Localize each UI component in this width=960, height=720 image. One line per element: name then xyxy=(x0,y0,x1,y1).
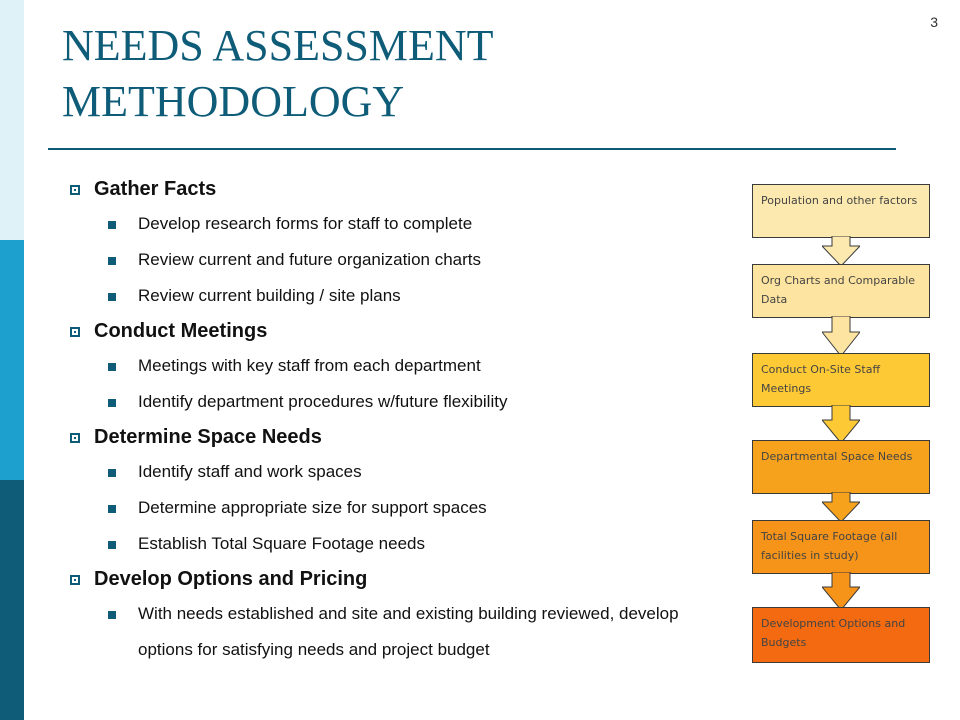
title-divider xyxy=(48,148,896,150)
left-accent-band-medium xyxy=(0,240,24,480)
hollow-square-bullet-icon xyxy=(70,185,80,195)
list-item-text: Meetings with key staff from each department xyxy=(138,356,481,375)
square-bullet-icon xyxy=(108,469,116,477)
list-item xyxy=(70,490,720,526)
flow-step-label: Development Options and Budgets xyxy=(761,617,906,649)
section-develop-options xyxy=(70,562,720,596)
square-bullet-icon xyxy=(108,399,116,407)
list-item-text: Develop research forms for staff to complete xyxy=(138,214,473,233)
square-bullet-icon xyxy=(108,541,116,549)
down-arrow-icon xyxy=(822,572,860,610)
down-arrow-icon xyxy=(822,316,860,356)
hollow-square-bullet-icon xyxy=(70,575,80,585)
list-item xyxy=(70,596,720,668)
square-bullet-icon xyxy=(108,505,116,513)
section-conduct-meetings xyxy=(70,314,720,348)
square-bullet-icon xyxy=(108,363,116,371)
down-arrow-icon xyxy=(822,492,860,522)
section-heading: Gather Facts xyxy=(94,178,217,200)
hollow-square-bullet-icon xyxy=(70,433,80,443)
list-item-text: Identify staff and work spaces xyxy=(138,462,362,481)
section-determine-space-needs xyxy=(70,420,720,454)
flow-step xyxy=(752,353,930,407)
flow-step-label: Org Charts and Comparable Data xyxy=(761,274,916,306)
flow-step-label: Total Square Footage (all facilities in study) xyxy=(761,530,898,562)
page-number: 3 xyxy=(930,14,938,30)
list-item xyxy=(70,384,720,420)
flow-step-label: Conduct On-Site Staff Meetings xyxy=(761,363,881,395)
flow-step xyxy=(752,264,930,318)
section-heading: Conduct Meetings xyxy=(94,320,268,342)
square-bullet-icon xyxy=(108,293,116,301)
section-gather-facts xyxy=(70,172,720,206)
list-item-text: Review current building / site plans xyxy=(138,286,401,305)
list-item xyxy=(70,242,720,278)
list-item xyxy=(70,278,720,314)
flow-step xyxy=(752,607,930,663)
list-item xyxy=(70,526,720,562)
list-item xyxy=(70,454,720,490)
hollow-square-bullet-icon xyxy=(70,327,80,337)
left-accent-band-dark xyxy=(0,480,24,720)
flow-step-label: Population and other factors xyxy=(761,194,918,207)
down-arrow-icon xyxy=(822,405,860,443)
square-bullet-icon xyxy=(108,257,116,265)
section-heading: Develop Options and Pricing xyxy=(94,568,368,590)
square-bullet-icon xyxy=(108,611,116,619)
flow-step xyxy=(752,520,930,574)
list-item xyxy=(70,348,720,384)
bullet-list xyxy=(70,172,720,668)
flow-step xyxy=(752,184,930,238)
down-arrow-icon xyxy=(822,236,860,266)
square-bullet-icon xyxy=(108,221,116,229)
list-item-text: With needs established and site and existing building reviewed, develop options for satisfying needs and project budget xyxy=(138,604,679,659)
flow-step-label: Departmental Space Needs xyxy=(761,450,913,463)
list-item-text: Establish Total Square Footage needs xyxy=(138,534,425,553)
slide-title: NEEDS ASSESSMENT METHODOLOGY xyxy=(62,21,493,126)
section-heading: Determine Space Needs xyxy=(94,426,322,448)
list-item-text: Review current and future organization charts xyxy=(138,250,482,269)
left-accent-band-light xyxy=(0,0,24,240)
list-item xyxy=(70,206,720,242)
list-item-text: Determine appropriate size for support spaces xyxy=(138,498,487,517)
list-item-text: Identify department procedures w/future flexibility xyxy=(138,392,508,411)
flow-step xyxy=(752,440,930,494)
